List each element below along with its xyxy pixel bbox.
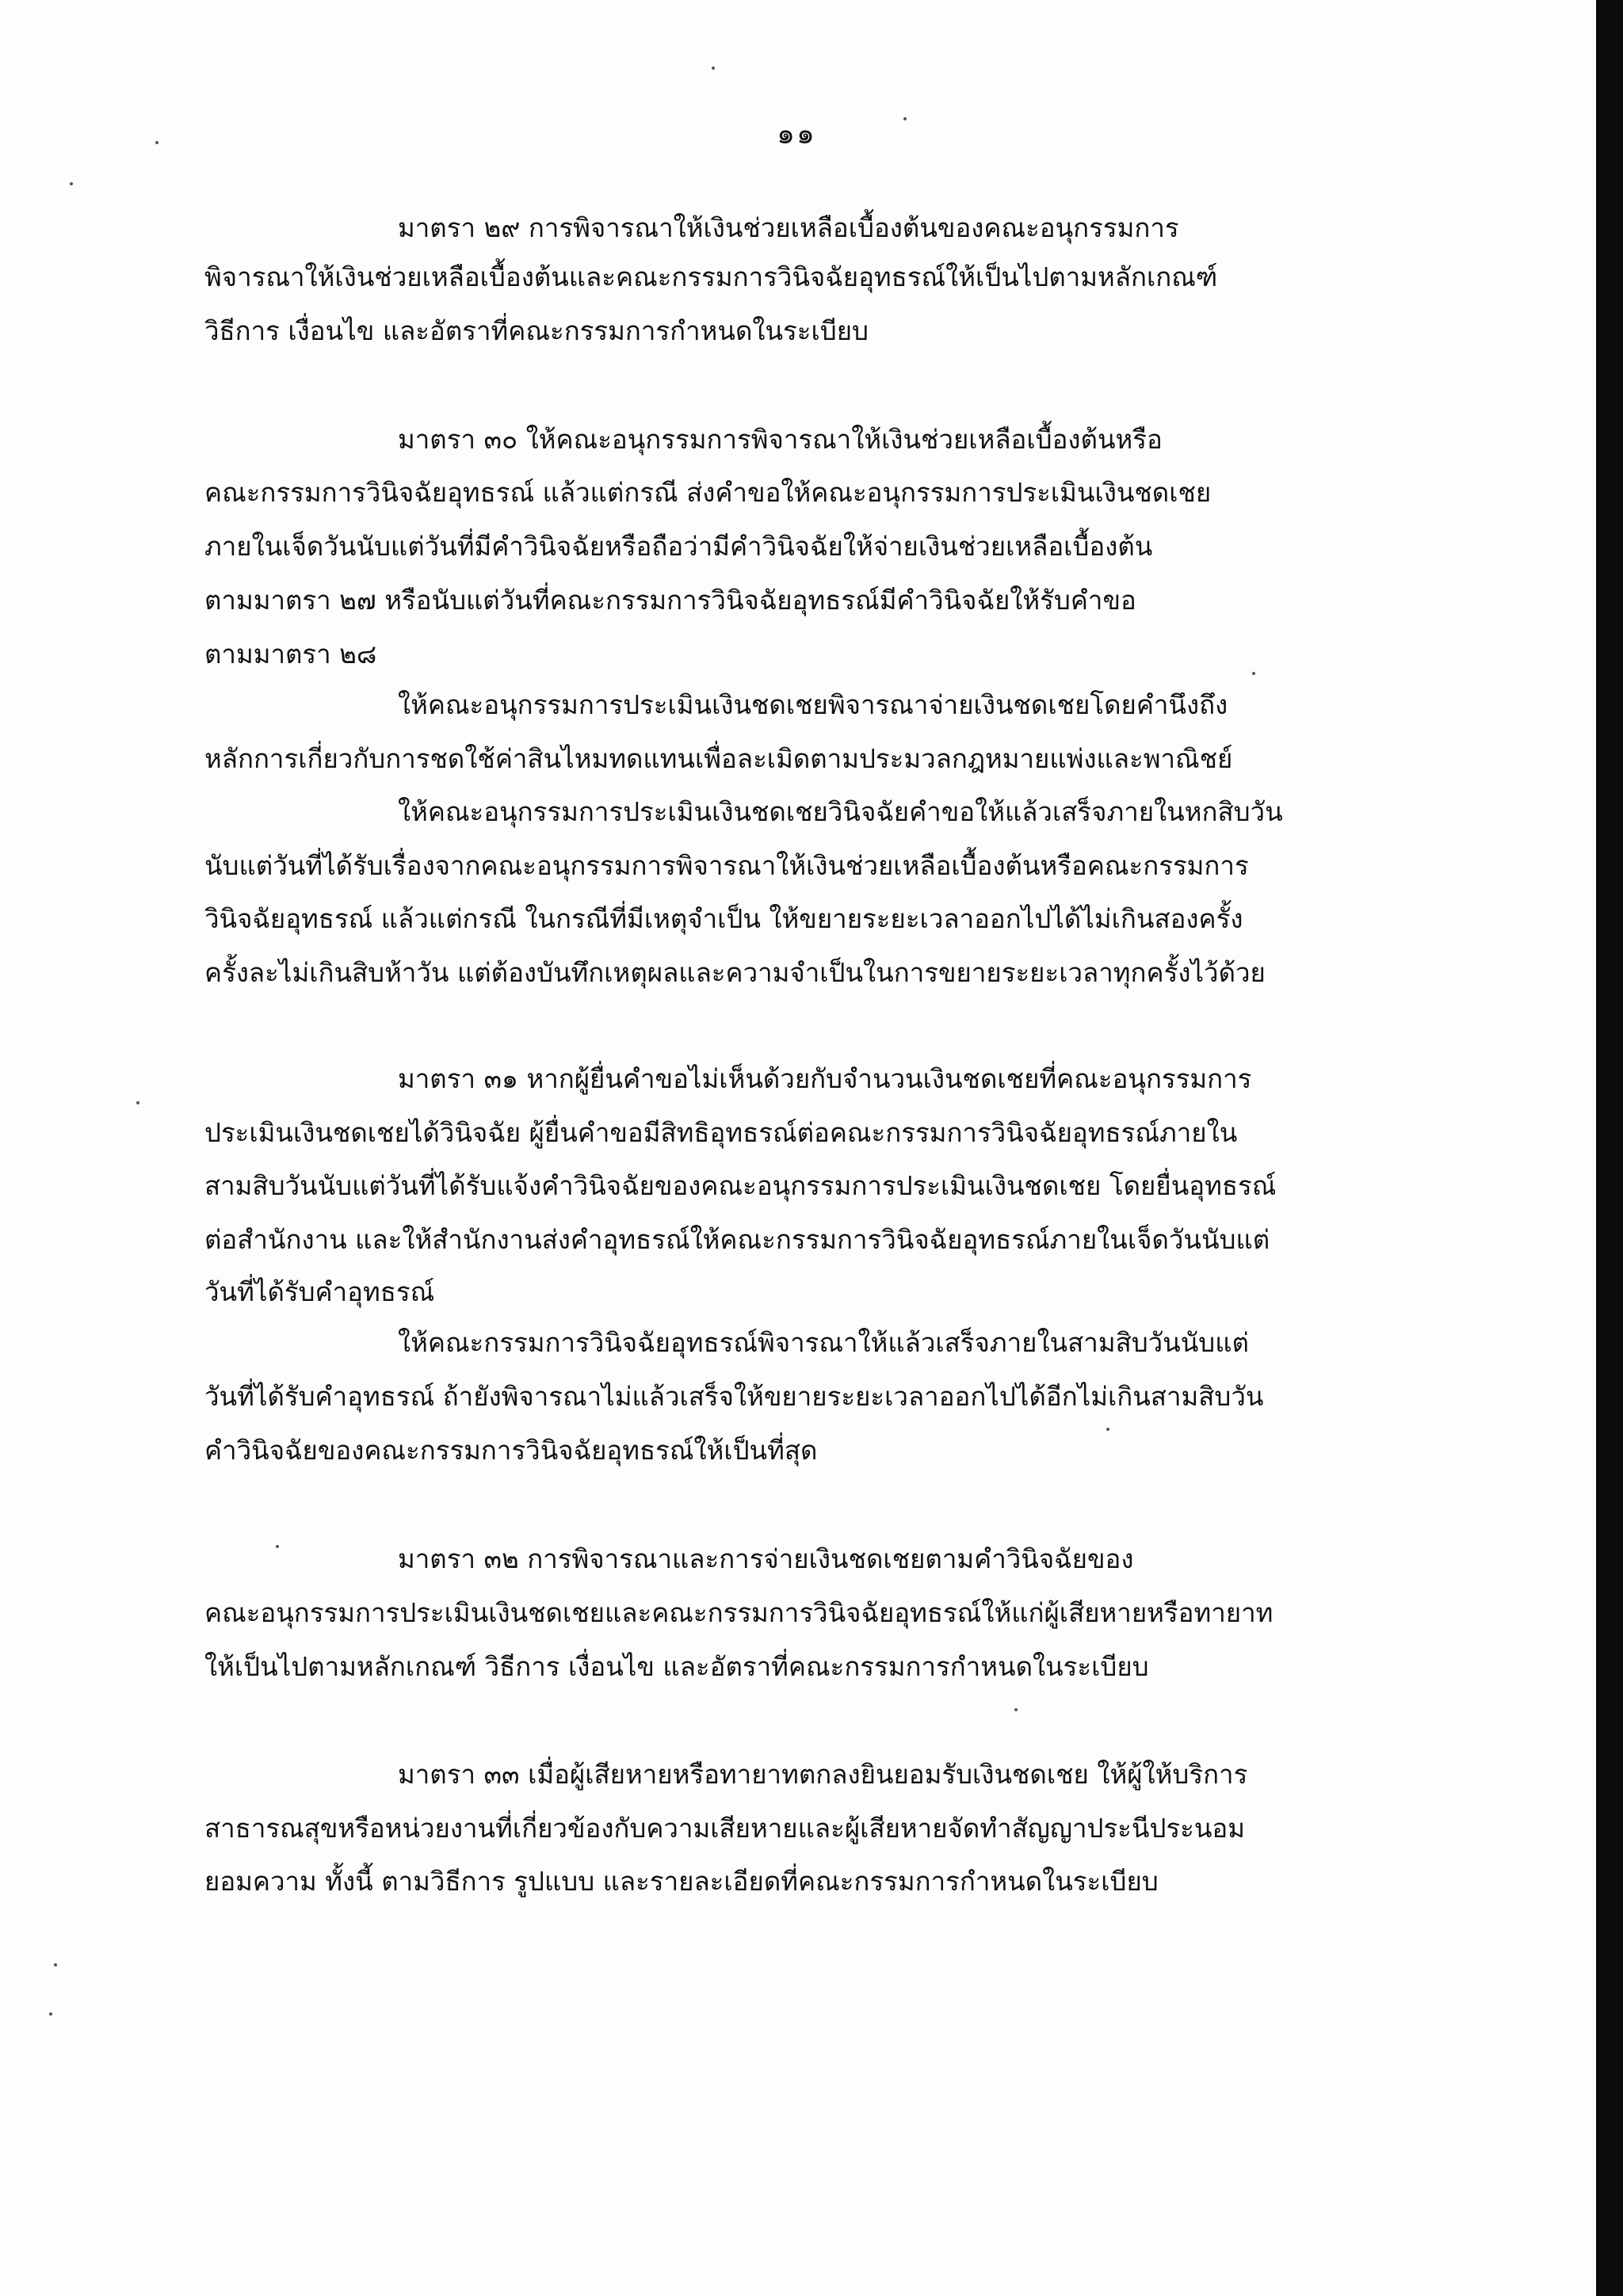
- scan-speck: [712, 67, 715, 70]
- scan-speck: [70, 182, 73, 185]
- section-31-line: ประเมินเงินชดเชยได้วินิจฉัย ผู้ยื่นคำขอมีสิทธิอุทธรณ์ต่อคณะกรรมการวินิจฉัยอุทธรณ์ภายใน: [204, 1117, 1238, 1148]
- section-29-line: พิจารณาให้เงินช่วยเหลือเบื้องต้นและคณะกรรมการวินิจฉัยอุทธรณ์ให้เป็นไปตามหลักเกณฑ์: [204, 261, 1218, 292]
- section-31-line: วันที่ได้รับคำอุทธรณ์ ถ้ายังพิจารณาไม่แล้วเสร็จให้ขยายระยะเวลาออกไปได้อีกไม่เกินสามสิบวัน: [204, 1381, 1264, 1412]
- scan-speck: [49, 2012, 52, 2016]
- section-30-line: ตามมาตรา ๒๗ หรือนับแต่วันที่คณะกรรมการวินิจฉัยอุทธรณ์มีคำวินิจฉัยให้รับคำขอ: [204, 585, 1136, 616]
- scan-speck: [1106, 1428, 1109, 1431]
- section-29-line: วิธีการ เงื่อนไข และอัตราที่คณะกรรมการกำหนดในระเบียบ: [204, 315, 869, 346]
- scan-speck: [276, 1545, 279, 1548]
- section-31-line: มาตรา ๓๑ หากผู้ยื่นคำขอไม่เห็นด้วยกับจำนวนเงินชดเชยที่คณะอนุกรรมการ: [398, 1063, 1252, 1094]
- section-31-line: วันที่ได้รับคำอุทธรณ์: [204, 1276, 435, 1307]
- section-30-line: ให้คณะอนุกรรมการประเมินเงินชดเชยพิจารณาจ่ายเงินชดเชยโดยคำนึงถึง: [398, 689, 1228, 720]
- section-30-line: หลักการเกี่ยวกับการชดใช้ค่าสินไหมทดแทนเพื่อละเมิดตามประมวลกฎหมายแพ่งและพาณิชย์: [204, 743, 1233, 774]
- section-30-line: ภายในเจ็ดวันนับแต่วันที่มีคำวินิจฉัยหรือถือว่ามีคำวินิจฉัยให้จ่ายเงินช่วยเหลือเบื้องต้น: [204, 531, 1153, 562]
- scan-speck: [1252, 672, 1255, 675]
- section-33-line: สาธารณสุขหรือหน่วยงานที่เกี่ยวข้องกับความเสียหายและผู้เสียหายจัดทำสัญญาประนีประนอม: [204, 1813, 1245, 1844]
- section-30-line: นับแต่วันที่ได้รับเรื่องจากคณะอนุกรรมการพิจารณาให้เงินช่วยเหลือเบื้องต้นหรือคณะกรรมการ: [204, 850, 1249, 881]
- page-number: ๑๑: [777, 118, 816, 151]
- section-33-line: มาตรา ๓๓ เมื่อผู้เสียหายหรือทายาทตกลงยินยอมรับเงินชดเชย ให้ผู้ให้บริการ: [398, 1759, 1248, 1790]
- section-32-line: คณะอนุกรรมการประเมินเงินชดเชยและคณะกรรมการวินิจฉัยอุทธรณ์ให้แก่ผู้เสียหายหรือทายาท: [204, 1597, 1274, 1628]
- section-33-line: ยอมความ ทั้งนี้ ตามวิธีการ รูปแบบ และรายละเอียดที่คณะกรรมการกำหนดในระเบียบ: [204, 1866, 1159, 1897]
- section-30-line: มาตรา ๓๐ ให้คณะอนุกรรมการพิจารณาให้เงินช่วยเหลือเบื้องต้นหรือ: [398, 424, 1163, 455]
- scan-edge-shadow: [1596, 0, 1623, 2296]
- section-31-line: คำวินิจฉัยของคณะกรรมการวินิจฉัยอุทธรณ์ให้เป็นที่สุด: [204, 1435, 818, 1466]
- section-31-line: สามสิบวันนับแต่วันที่ได้รับแจ้งคำวินิจฉัยของคณะอนุกรรมการประเมินเงินชดเชย โดยยื่นอุทธรณ์: [204, 1170, 1277, 1201]
- section-30-line: ครั้งละไม่เกินสิบห้าวัน แต่ต้องบันทึกเหตุผลและความจำเป็นในการขยายระยะเวลาทุกครั้งไว้ด้วย: [204, 957, 1266, 988]
- section-30-line: ตามมาตรา ๒๘: [204, 639, 377, 669]
- section-31-line: ให้คณะกรรมการวินิจฉัยอุทธรณ์พิจารณาให้แล้วเสร็จภายในสามสิบวันนับแต่: [398, 1327, 1249, 1358]
- section-30-line: ให้คณะอนุกรรมการประเมินเงินชดเชยวินิจฉัยคำขอให้แล้วเสร็จภายในหกสิบวัน: [398, 796, 1283, 827]
- scan-speck: [136, 1101, 139, 1104]
- scan-speck: [54, 1963, 57, 1966]
- section-30-line: คณะกรรมการวินิจฉัยอุทธรณ์ แล้วแต่กรณี ส่งคำขอให้คณะอนุกรรมการประเมินเงินชดเชย: [204, 477, 1212, 508]
- scan-speck: [1014, 1708, 1018, 1711]
- section-31-line: ต่อสำนักงาน และให้สำนักงานส่งคำอุทธรณ์ให้คณะกรรมการวินิจฉัยอุทธรณ์ภายในเจ็ดวันนับแต่: [204, 1224, 1270, 1255]
- section-32-line: มาตรา ๓๒ การพิจารณาและการจ่ายเงินชดเชยตามคำวินิจฉัยของ: [398, 1543, 1134, 1574]
- section-29-line: มาตรา ๒๙ การพิจารณาให้เงินช่วยเหลือเบื้องต้นของคณะอนุกรรมการ: [398, 212, 1179, 243]
- section-30-line: วินิจฉัยอุทธรณ์ แล้วแต่กรณี ในกรณีที่มีเหตุจำเป็น ให้ขยายระยะเวลาออกไปได้ไม่เกินสองครั้ง: [204, 903, 1243, 934]
- section-32-line: ให้เป็นไปตามหลักเกณฑ์ วิธีการ เงื่อนไข และอัตราที่คณะกรรมการกำหนดในระเบียบ: [204, 1651, 1149, 1682]
